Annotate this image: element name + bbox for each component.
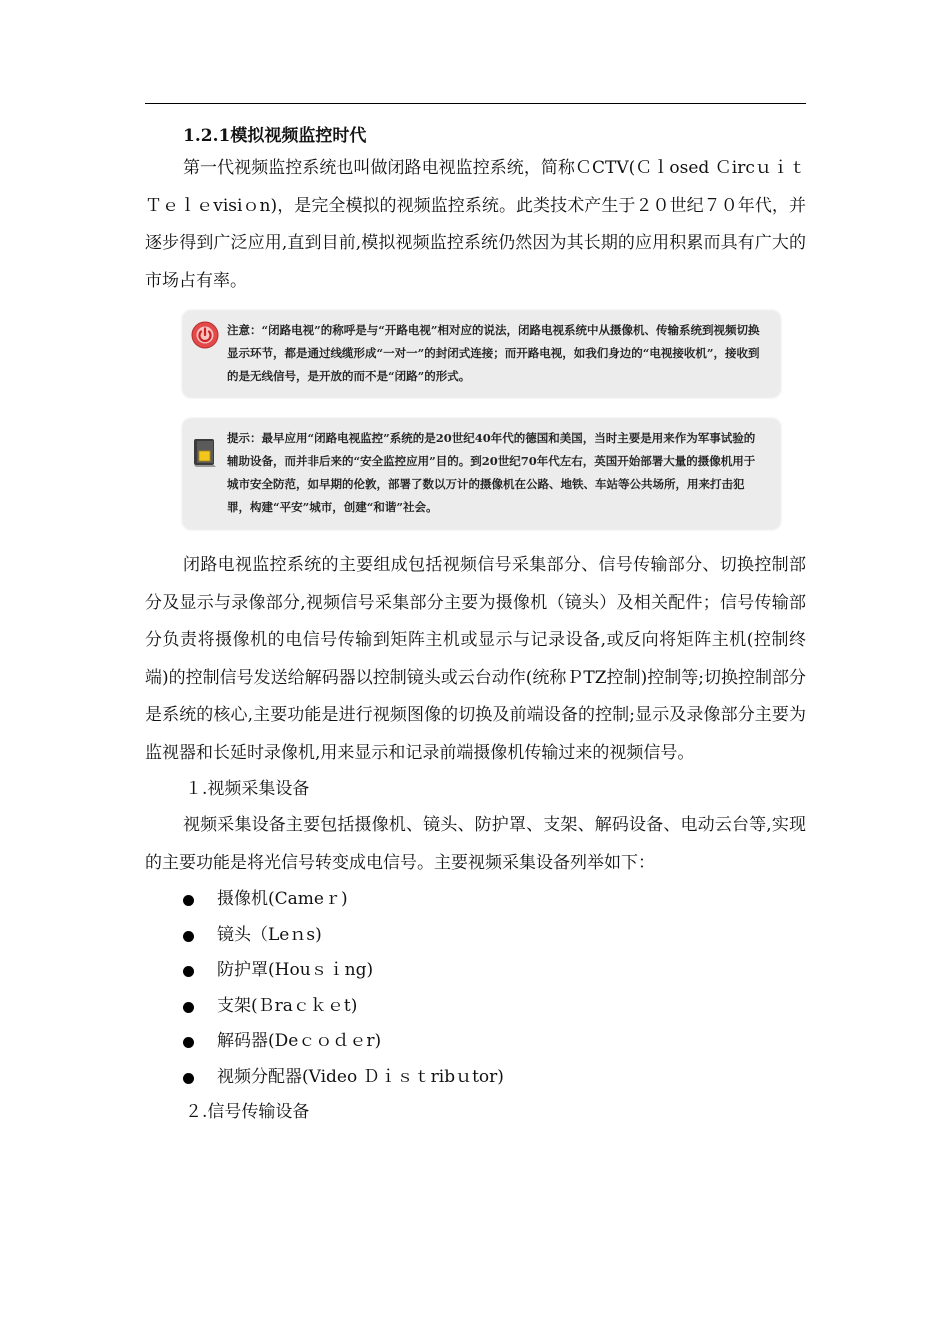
- bullet-dot-icon: [183, 931, 194, 942]
- tip-box: [183, 419, 780, 529]
- bullet-dot-icon: [183, 895, 194, 906]
- power-warning-icon: [191, 321, 219, 349]
- subheading-capture: １.视频采集设备: [185, 779, 310, 799]
- list-item: 镜头（Leｎs): [145, 918, 806, 954]
- list-item: 摄像机(Cameｒ): [145, 882, 806, 918]
- bullet-dot-icon: [183, 1002, 194, 1013]
- bullet-dot-icon: [183, 1037, 194, 1048]
- list-item: 解码器(Deｃｏｄｅr): [145, 1024, 806, 1060]
- capture-device-list: [145, 882, 806, 1095]
- section-heading: 1.2.1模拟视频监控时代: [183, 126, 367, 146]
- note-box: [183, 311, 780, 397]
- subheading-transmission: ２.信号传输设备: [185, 1102, 310, 1122]
- components-paragraph: 闭路电视监控系统的主要组成包括视频信号采集部分、信号传输部分、切换控制部分及显示与录像部分,视频信号采集部分主要为摄像机（镜头）及相关配件；信号传输部分负责将摄像机的电信号传输到矩阵主机或显示与记录设备,或反向将矩阵主机(控制终端)的控制信号发送给解码器以控制镜头或云台动作(统称ＰTZ控制)控制等;切换控制部分是系统的核心,主要功能是进行视频图像的切换及前端设备的控制;显示及录像部分主要为监视器和长延时录像机,用来显示和记录前端摄像机传输过来的视频信号。: [145, 555, 806, 763]
- capture-intro-paragraph: 视频采集设备主要包括摄像机、镜头、防护罩、支架、解码设备、电动云台等,实现的主要功能是将光信号转变成电信号。主要视频采集设备列举如下：: [145, 815, 806, 873]
- note-text: 注意：“闭路电视”的称呼是与“开路电视”相对应的说法，闭路电视系统中从摄像机、传输系统到视频切换显示环节，都是通过线缆形成“一对一”的封闭式连接；而开路电视，如我们身边的“电视接收机”，接收到的是无线信号，是开放的而不是“闭路”的形式。: [227, 323, 760, 383]
- tip-text: 提示：最早应用“闭路电视监控”系统的是20世纪40年代的德国和美国，当时主要是用来作为军事试验的辅助设备，而并非后来的“安全监控应用”目的。到20世纪70年代左右，英国开始部署大量的摄像机用于城市安全防范，如早期的伦敦，部署了数以万计的摄像机在公路、地铁、车站等公共场所，用来打击犯罪，构建“平安”城市，创建“和谐”社会。: [227, 431, 756, 514]
- book-tip-icon: [191, 437, 219, 465]
- list-item: 支架(Ｂraｃｋｅt): [145, 989, 806, 1025]
- bullet-dot-icon: [183, 1073, 194, 1084]
- list-item: 视频分配器(Video Ｄｉｓｔribｕtor): [145, 1060, 806, 1096]
- intro-paragraph: 第一代视频监控系统也叫做闭路电视监控系统，简称ＣCTV(Ｃｌosed Ｃircｕｉｔ Ｔｅｌｅvisiｏn)，是完全模拟的视频监控系统。此类技术产生于２０世纪７０年代，并逐步得到广泛应用,直到目前,模拟视频监控系统仍然因为其长期的应用积累而具有广大的市场占有率。: [145, 158, 806, 291]
- header-rule: [145, 103, 806, 104]
- bullet-dot-icon: [183, 966, 194, 977]
- list-item: 防护罩(Houｓｉng): [145, 953, 806, 989]
- document-page: [145, 122, 806, 1130]
